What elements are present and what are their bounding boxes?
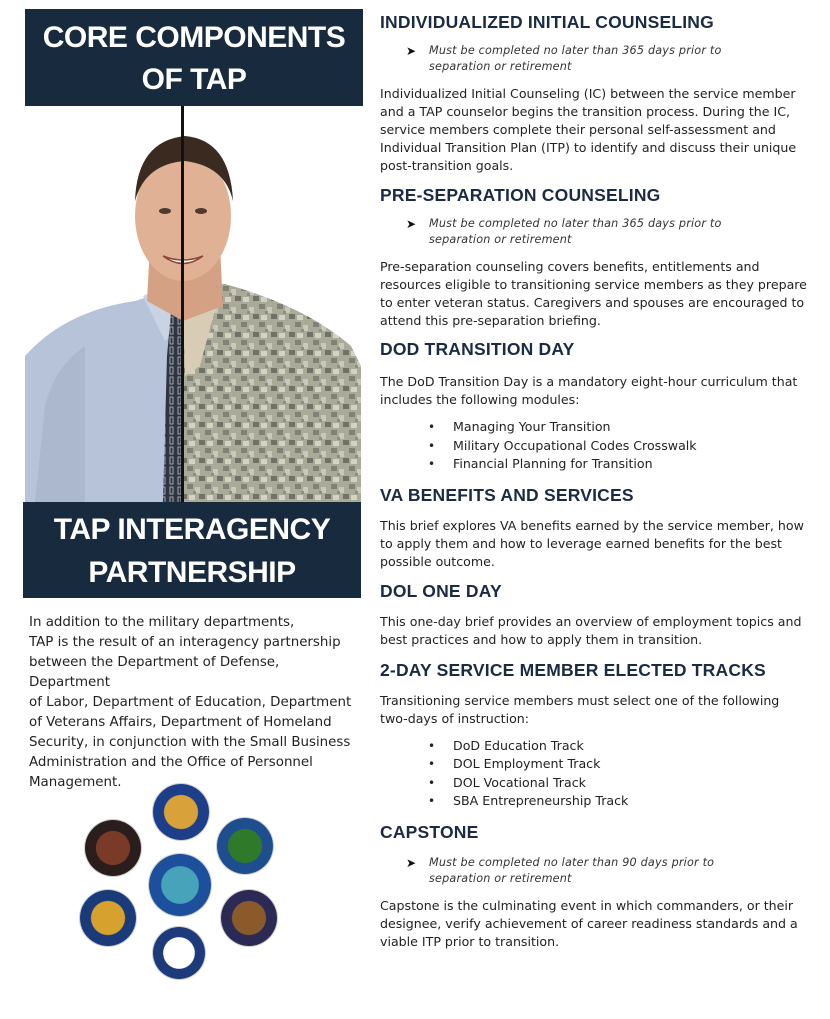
section-title: 2-DAY SERVICE MEMBER ELECTED TRACKS: [380, 659, 766, 680]
banner-title-line-2: OF TAP: [141, 63, 247, 96]
section-pre-separation-counseling: [380, 184, 810, 330]
partnership-title-line-2: PARTNERSHIP: [88, 556, 296, 589]
track-list: [380, 737, 810, 811]
deadline-note: [406, 855, 779, 887]
section-body: This one-day brief provides an overview of employment topics and best practices and how to apply them in transition.: [380, 613, 802, 647]
arrowhead-icon: ➤: [406, 855, 417, 870]
list-item: [428, 418, 810, 437]
deadline-note-text: Must be completed no later than 365 days prior to separation or retirement: [429, 44, 722, 73]
deadline-note: [406, 216, 779, 248]
deadline-note-text: Must be completed no later than 90 days prior to separation or retirement: [429, 855, 715, 885]
list-item: [428, 792, 810, 811]
list-item: [428, 737, 810, 756]
section-body: Capstone is the culminating event in which commanders, or their designee, verify achievement of career readiness standards and a viable ITP prior to transition.: [380, 897, 798, 949]
bullet-dot-icon: •: [428, 794, 436, 808]
bullet-dot-icon: •: [428, 457, 436, 471]
bullet-dot-icon: •: [428, 757, 436, 771]
department-of-labor-seal: [153, 784, 209, 840]
bullet-dot-icon: •: [428, 420, 436, 434]
section-va-benefits-and-services: [380, 484, 810, 571]
section-body: Pre-separation counseling covers benefits, entitlements and resources eligible to transitioning service members as they prepare to enter veteran status. Caregivers and spouses are encouraged to attend this pre-separation briefing.: [380, 259, 807, 328]
bullet-dot-icon: •: [428, 775, 436, 790]
paragraph-line: between the Department of Defense, Department: [29, 655, 280, 690]
list-item-text: DoD Education Track: [453, 737, 584, 753]
section-capstone: [380, 821, 810, 951]
arrowhead-icon: ➤: [406, 217, 417, 231]
department-of-homeland-security-seal: [153, 927, 205, 979]
section-body: This brief explores VA benefits earned by the service member, how to apply them and how to leverage earned benefits for the best possible outcome.: [380, 517, 804, 569]
section-title: PRE-SEPARATION COUNSELING: [380, 185, 661, 205]
section-body: The DoD Transition Day is a mandatory eight-hour curriculum that includes the following modules:: [380, 374, 798, 407]
arrowhead-icon: ➤: [406, 44, 417, 58]
module-list: [380, 418, 810, 474]
list-item: [428, 455, 810, 474]
department-of-defense-seal: [149, 854, 211, 916]
list-item: [428, 437, 810, 456]
paragraph-line: Security, in conjunction with the Small Business: [29, 735, 351, 750]
interagency-partnership-banner: [23, 502, 361, 598]
section-title: DOD TRANSITION DAY: [380, 339, 575, 359]
portrait-illustration: [25, 106, 361, 502]
deadline-note-text: Must be completed no later than 365 days prior to separation or retirement: [429, 217, 722, 246]
department-of-education-seal: [217, 818, 273, 874]
list-item-text: DOL Employment Track: [453, 756, 601, 771]
list-item-text: SBA Entrepreneurship Track: [453, 793, 629, 808]
list-item-text: Financial Planning for Transition: [453, 456, 653, 471]
list-item-text: Military Occupational Codes Crosswalk: [453, 437, 697, 453]
office-of-personnel-management-seal: [85, 820, 141, 876]
paragraph-line: TAP is the result of an interagency partnership: [29, 635, 341, 650]
core-components-banner: [25, 9, 363, 106]
section-body: Individualized Initial Counseling (IC) between the service member and a TAP counselor begins the transition process. During the IC, service members complete their personal self-assessment and Individual Transition Plan (ITP) to identify and discuss their unique post-transition goals.: [380, 86, 797, 173]
section-dod-transition-day: [380, 338, 810, 474]
paragraph-line: Management.: [29, 775, 122, 790]
paragraph-line: of Labor, Department of Education, Department: [29, 695, 352, 710]
section-body: Transitioning service members must select one of the following two-days of instruction:: [380, 692, 780, 726]
paragraph-line: Administration and the Office of Personnel: [29, 755, 313, 770]
agency-seals-cluster: [75, 782, 285, 982]
small-business-administration-seal: [80, 890, 136, 946]
list-item-text: Managing Your Transition: [453, 419, 611, 434]
bullet-dot-icon: •: [428, 738, 436, 753]
section-elected-tracks: [380, 659, 810, 811]
partnership-paragraph: [29, 613, 364, 793]
paragraph-line: of Veterans Affairs, Department of Homeland: [29, 715, 332, 730]
paragraph-line: In addition to the military departments,: [29, 615, 295, 630]
section-title: DOL ONE DAY: [380, 580, 502, 601]
bullet-dot-icon: •: [428, 438, 436, 453]
section-title: CAPSTONE: [380, 821, 479, 842]
banner-title-line-1: CORE COMPONENTS: [42, 21, 346, 54]
section-individualized-initial-counseling: [380, 11, 810, 175]
department-of-veterans-affairs-seal: [221, 890, 277, 946]
list-item: [428, 774, 810, 793]
list-item: [428, 755, 810, 774]
partnership-title-line-1: TAP INTERAGENCY: [53, 513, 331, 546]
section-dol-one-day: [380, 580, 810, 649]
deadline-note: [406, 43, 779, 75]
civilian-military-portrait: [25, 106, 361, 502]
section-title: INDIVIDUALIZED INITIAL COUNSELING: [380, 12, 714, 32]
list-item-text: DOL Vocational Track: [453, 774, 586, 790]
components-column: [380, 11, 810, 951]
section-title: VA BENEFITS AND SERVICES: [380, 484, 634, 505]
